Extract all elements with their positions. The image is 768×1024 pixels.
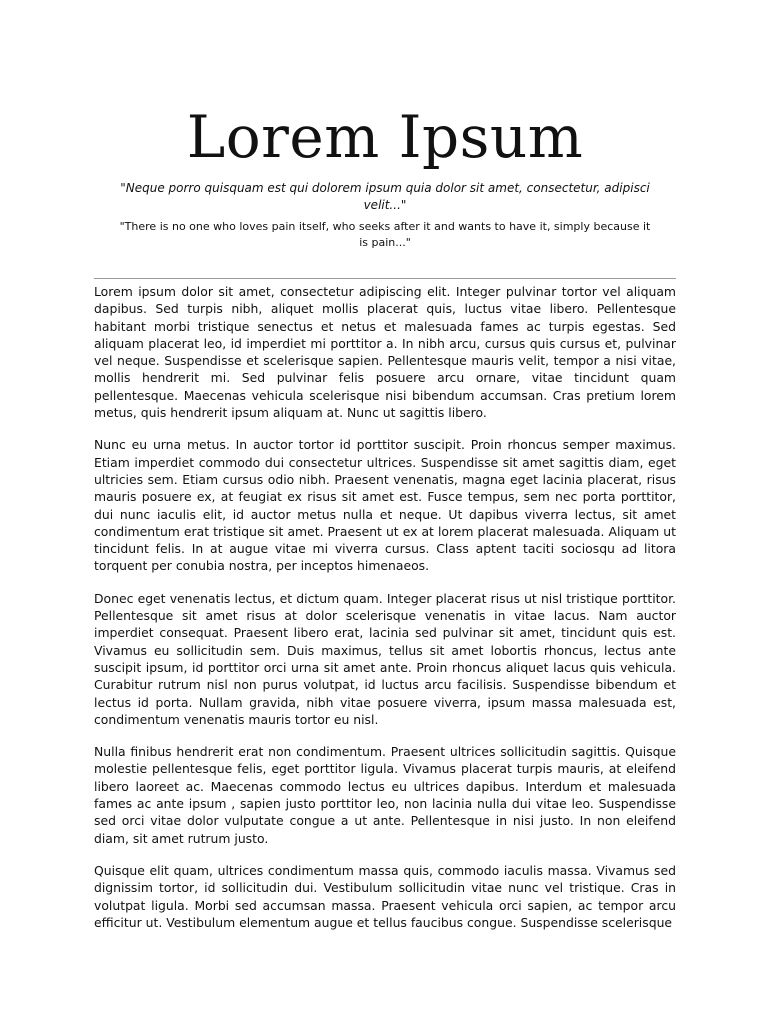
latin-quote: "Neque porro quisquam est qui dolorem ipsum quia dolor sit amet, consectetur, adipisci velit...": [120, 181, 650, 212]
paragraph-4: Nulla finibus hendrerit erat non condimentum. Praesent ultrices sollicitudin sagittis. Quisque molestie pellentesque felis, eget porttitor ligula. Vivamus placerat turpis mauris, at eleifend libero laoreet ac. Maecenas commodo lectus eu ultrices dapibus. Interdum et malesuada fames ac ante ipsum , sapien justo porttitor leo, non lacinia nulla dui vitae leo. Suspendisse sed orci vitae dolor vulputate congue a ut ante. Pellentesque in nisi justo. In non eleifend diam, sit amet rutrum justo.: [94, 744, 676, 846]
document-page: [94, 0, 676, 1024]
paragraph-1: Lorem ipsum dolor sit amet, consectetur adipiscing elit. Integer pulvinar tortor vel aliquam dapibus. Sed turpis nibh, aliquet mollis placerat quis, luctus vitae libero. Pellentesque habitant morbi tristique senectus et netus et malesuada fames ac turpis egestas. Sed aliquam placerat leo, id imperdiet mi porttitor a. In nibh arcu, cursus quis cursus et, pulvinar vel neque. Suspendisse et scelerisque sapien. Pellentesque mauris velit, tempor a nisi vitae, mollis hendrerit mi. Sed pulvinar felis posuere arcu ornare, vitae tincidunt quam pellentesque. Maecenas vehicula scelerisque nisi bibendum accumsan. Cras pretium lorem metus, quis hendrerit ipsum aliquam at. Nunc ut sagittis libero.: [94, 284, 676, 421]
english-quote: "There is no one who loves pain itself, who seeks after it and wants to have it, simply because it is pain...": [119, 220, 651, 249]
page-title: Lorem Ipsum: [186, 103, 584, 171]
body-text: [94, 283, 676, 946]
paragraph-2: Nunc eu urna metus. In auctor tortor id porttitor suscipit. Proin rhoncus semper maximus. Etiam imperdiet commodo dui consectetur ultrices. Suspendisse sit amet sagittis diam, eget ultricies sem. Etiam cursus odio nibh. Praesent venenatis, magna eget lacinia placerat, risus mauris posuere ex, at feugiat ex risus sit amet est. Fusce tempus, sem nec porta porttitor, dui nunc iaculis elit, id auctor metus nulla et neque. Ut dapibus viverra lectus, sit amet condimentum erat tristique sit amet. Praesent ut ex at lorem placerat malesuada. Aliquam ut tincidunt felis. In at augue vitae mi viverra cursus. Class aptent taciti sociosqu ad litora torquent per conubia nostra, per inceptos himenaeos.: [94, 437, 676, 574]
horizontal-divider: [94, 278, 676, 279]
paragraph-3: Donec eget venenatis lectus, et dictum quam. Integer placerat risus ut nisl tristique porttitor. Pellentesque sit amet risus at dolor scelerisque venenatis in vitae lacus. Nam auctor imperdiet consequat. Praesent libero erat, lacinia sed pulvinar sit amet, tincidunt quis est. Vivamus eu sollicitudin sem. Duis maximus, tellus sit amet lobortis rhoncus, lectus ante suscipit ipsum, id porttitor orci urna sit amet ante. Proin rhoncus aliquet lacus quis vehicula. Curabitur rutrum nisl non purus volutpat, id luctus arcu facilisis. Suspendisse bibendum et lectus id porta. Nullam gravida, nibh vitae posuere viverra, ipsum massa malesuada est, condimentum venenatis mauris tortor eu nisl.: [94, 590, 676, 727]
paragraph-5: Quisque elit quam, ultrices condimentum massa quis, commodo iaculis massa. Vivamus sed dignissim tortor, id sollicitudin dui. Vestibulum sollicitudin vitae nunc vel tristique. Cras in volutpat ligula. Morbi sed accumsan massa. Praesent vehicula orci sapien, ac tempor arcu efficitur ut. Vestibulum elementum augue et tellus faucibus congue. Suspendisse scelerisque: [94, 862, 676, 930]
